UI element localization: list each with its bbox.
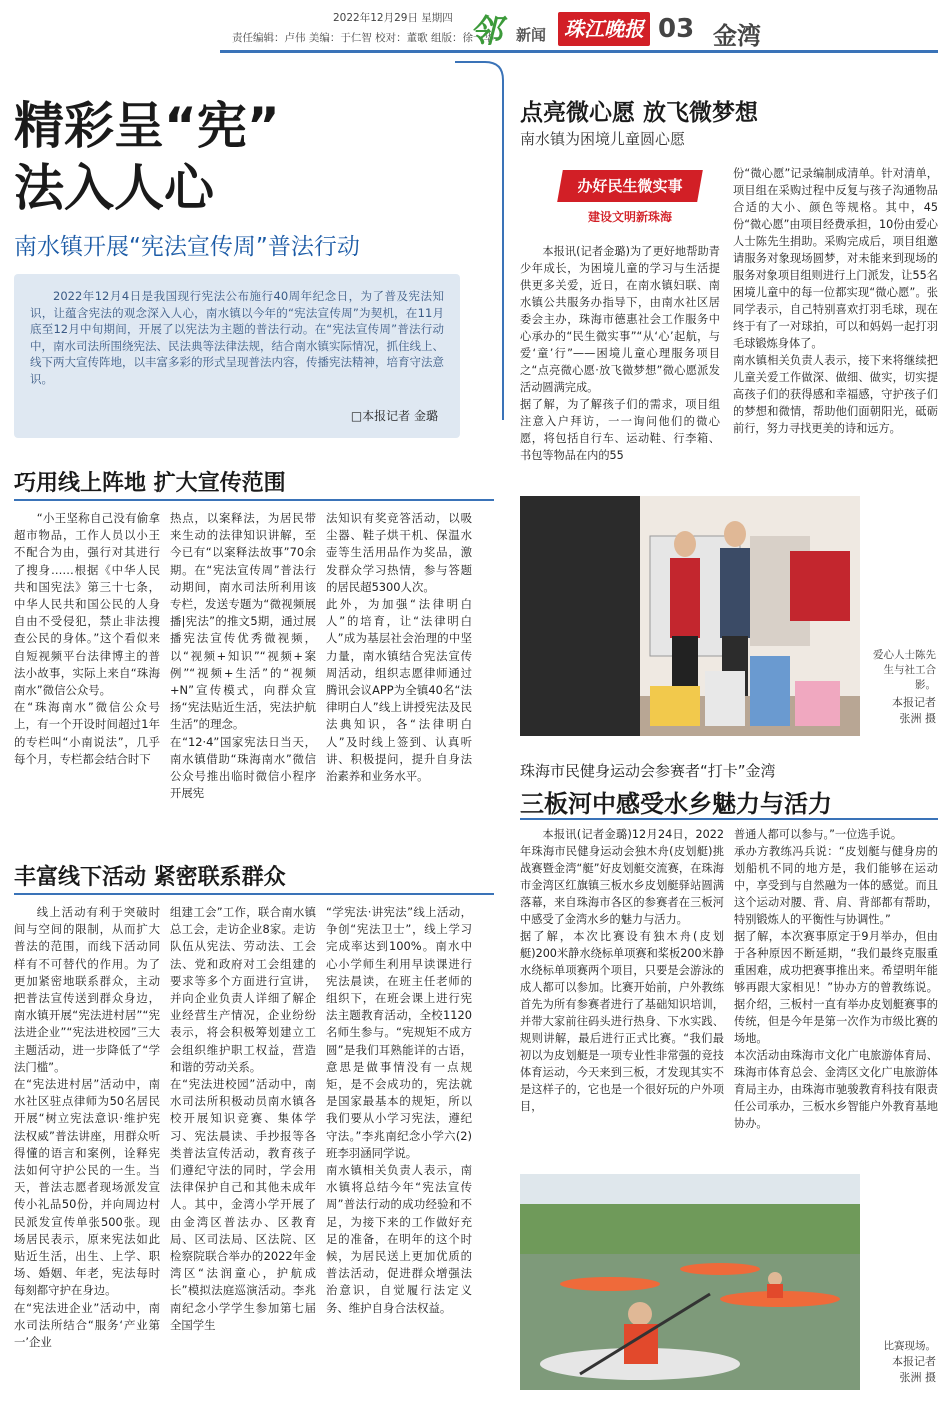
rt-title: 点亮微心愿 放飞微梦想 [520, 100, 759, 126]
section2-heading: 丰富线下活动 紧密联系群众 [14, 865, 286, 890]
rt-col2 [733, 165, 938, 490]
lead-subtitle: 南水镇开展“宪法宣传周”普法行动 [14, 234, 360, 260]
column-divider-line [455, 60, 525, 420]
header-rule [220, 50, 938, 53]
section1-col1-text: “小王坚称自己没有偷拿超市物品，工作人员以小王不配合为由，强行对其进行了搜身……根据《中华人民共和国宪法》第三十七条，中华人民共和国公民的人身自由不受侵犯，禁止非法搜查公民的身体。”这个看似来自短视频平台法律博主的普法小故事，实际上来自“珠海南水”微信公众号。 在“珠海南水”微信公众号上，有一个开设时间超过1年的专栏叫“小南说法”，几乎每个月，专栏都会结合时下 [14, 511, 160, 766]
rt-caption-credit1: 本报记者 [892, 696, 936, 709]
rb-title: 三板河中感受水乡魅力与活力 [520, 790, 832, 818]
section1-col3-text: 法知识有奖竞答活动，以吸尘器、鞋子烘干机、保温水壶等生活用品作为奖品，激发群众学习热情，参与答题的居民超5300人次。 此外，为加强“法律明白人”的培育，让“法律明白人”成为基层社会治理的中坚力量，南水镇结合宪法宣传周活动，组织志愿律师通过腾讯会议APP为全镇40名“法律明白人”线上讲授宪法及民法典知识，各“法律明白人”及时线上签到、认真听讲、积极提问，提升自身法治素养和业务水平。 [326, 511, 472, 784]
rt-photo [520, 496, 860, 736]
section1-heading: 巧用线上阵地 扩大宣传范围 [14, 471, 286, 496]
section2-col1 [14, 904, 160, 1390]
section2-col3-text: “学宪法·讲宪法”线上活动，争创“宪法卫士”，线上学习完成率达到100%。南水中心小学师生利用早读课进行宪法晨读，在班主任老师的组织下，在班会课上进行宪法主题教育活动，全校1120名师生参与。“宪规矩不成方圆”是我们耳熟能详的古语，意思是做事情没有一点规矩，是不会成功的，宪法就是国家最基本的规矩，所以我们要从小学习宪法，遵纪守法。”李兆南纪念小学六(2)班李羽涵同学说。 南水镇相关负责人表示，南水镇将总结今年“宪法宣传周”普法行动的成功经验和不足，为接下来的工作做好充足的准备，在明年的这个时候，为居民送上更加优质的普法活动，促进群众增强法治意识，自觉履行法定义务、维护自身合法权益。 [326, 905, 472, 1315]
page-number: 03 [658, 14, 695, 44]
rb-caption-credit2: 张洲 摄 [899, 1371, 936, 1384]
section2-col2-text: 组建工会”工作，联合南水镇总工会，走访企业8家。走访队伍从宪法、劳动法、工会法、党和政府对工会组建的要求等多个方面进行宣讲，并向企业负责人详细了解企业经营生产情况，企业纷纷表示，将会积极筹划建立工会组织维护职工权益，营造和谐的劳动关系。 在“宪法进校园”活动中，南水司法所积极动员南水镇各校开展知识竞赛、集体学习、宪法晨读、手抄报等各类普法宣传活动，教育孩子们遵纪守法的同时，学会用法律保护自己和其他未成年人。其中，金湾小学开展了由金湾区普法办、区教育局、区司法局、区法院、区检察院联合举办的2022年金湾区“法润童心，护航成长”模拟法庭巡演活动。李兆南纪念小学学生参加第七届全国学生 [170, 905, 316, 1332]
rt-col1 [520, 243, 720, 478]
rb-col2-text: 普通人都可以参与。”一位选手说。 承办方教练冯兵说：“皮划艇与健身房的划船机不同的地方是，我们能够在运动中，享受到与自然融为一体的感觉。而且这个运动对腰、背、肩、背部都有帮助，特别锻炼人的平衡性与协调性。” 据了解，本次赛事原定于9月举办，但由于各种原因不断延期，“我们最终克服重重困难，成功把赛事推出来。希望明年能够再跟大家相见！”协办方的曾教练说。据介绍，三板村一直有举办皮划艇赛事的传统，但是今年是第一次作为市级比赛的场地。 本次活动由珠海市文化广电旅游体育局、珠海市体育总会、金湾区文化广电旅游体育局主办，由珠海市驰骏教育科技有限责任公司承办，三板水乡智能户外教育基地协办。 [734, 828, 938, 1130]
rb-col1 [520, 826, 724, 1156]
rb-caption-text: 比赛现场。 [883, 1340, 936, 1352]
rb-col2 [734, 826, 938, 1156]
page-name: 金湾 [713, 22, 761, 50]
lead-title-line2: 法入人心 [14, 159, 214, 217]
rt-col2-text: 份“微心愿”记录编制成清单。针对清单，项目组在采购过程中反复与孩子沟通物品合适的大小、颜色等规格。其中，45份“微心愿”由项目经费承担，10份由爱心人士陈先生捐助。采购完成后，项目组邀请服务对象现场圆梦，对未能来到现场的服务对象项目组则进行上门派发，让55名困境儿童中的每一位都实现“微心愿”。张同学表示，自己特别喜欢打羽毛球，现在终于有了一对球拍，可以和妈妈一起打羽毛球锻炼身体了。 南水镇相关负责人表示，接下来将继续把儿童关爱工作做深、做细、做实，切实提高孩子们的获得感和幸福感，守护孩子们的梦想和微情，帮助他们面朝阳光，砥砺前行，努力寻找更美的诗和远方。 [733, 167, 938, 435]
rb-photo [520, 1174, 860, 1390]
section2-col2 [170, 904, 316, 1390]
logo-mark-text: 邻 [470, 12, 503, 50]
header-date: 2022年12月29日 星期四 [333, 12, 453, 24]
rb-photo-caption [870, 1338, 936, 1386]
rt-badge [560, 170, 700, 228]
section-label: 新闻 [516, 26, 547, 44]
lead-byline: □本报记者 金璐 [350, 409, 438, 423]
rb-rule [520, 818, 938, 820]
section2-col1-text: 线上活动有利于突破时间与空间的限制，从而扩大普法的范围，而线下活动同样有不可替代的作用。为了更加紧密地联系群众，主动把普法宣传送到群众身边，南水镇开展“宪法进村居”“宪法进企业”“宪法进校园”三大主题活动，进一步降低了“学法门槛”。 在“宪法进村居”活动中，南水社区驻点律师为50名居民开展“树立宪法意识·维护宪法权威”普法讲座，用群众听得懂的语言和案例，诠释宪法如何守护公民的一生。当天，普法志愿者现场派发宣传小礼品50份，并向周边村民派发宣传单张500张。现场居民表示，原来宪法如此贴近生活，出生、上学、职场、婚姻、年老，宪法每时每刻都守护在身边。 在“宪法进企业”活动中，南水司法所结合“服务‘产业第一’企业 [14, 905, 160, 1350]
rt-col1-text: 本报讯(记者金璐)为了更好地帮助青少年成长，为困境儿童的学习与生活提供更多关爱，近日，在南水镇妇联、南水镇公共服务办指导下，由南水社区居委会主办，珠海市德惠社会工作服务中心承办的“民生微实事”“从‘心’起航，与爱‘童’行”——困境儿童心理服务项目之“点亮微心愿·放飞微梦想”微心愿派发活动圆满完成。 据了解，为了解孩子们的需求，项目组注意入户拜访，一一询问他们的微心愿，将包括自行车、运动鞋、行李箱、书包等物品在内的55 [520, 245, 720, 462]
lead-title-line1: 精彩呈“宪” [14, 97, 280, 155]
rb-photo-illustration [520, 1174, 860, 1390]
paper-name: 珠江晚报 [564, 17, 644, 41]
lead-intro-box [14, 274, 460, 438]
rt-photo-caption [870, 648, 936, 727]
rb-kicker: 珠海市民健身运动会参赛者“打卡”金湾 [520, 762, 776, 780]
section1-col1 [14, 510, 160, 830]
rt-subtitle: 南水镇为困境儿童圆心愿 [520, 130, 686, 148]
rt-caption-credit2: 张洲 摄 [899, 712, 936, 725]
section2-rule [14, 893, 494, 895]
section2-col3 [326, 904, 472, 1390]
paper-name-box [558, 12, 650, 46]
rb-caption-credit1: 本报记者 [892, 1355, 936, 1368]
header-editors: 责任编辑：卢伟 美编：于仁智 校对：董歌 组版：徐一华 [232, 32, 495, 44]
lead-intro: 2022年12月4日是我国现行宪法公布施行40周年纪念日，为了普及宪法知识，让蕴含宪法的观念深入人心，南水镇以今年的“宪法宣传周”为契机，在11月底至12月中旬期间，开展了以宪法为主题的普法行动。在“宪法宣传周”普法行动中，南水司法所围绕宪法、民法典等法律法规，结合南水镇实际情况，抓住线上、线下两大宣传阵地，以丰富多彩的形式呈现普法内容，传播宪法精神，培育守法意识。 [30, 289, 444, 386]
rb-col1-text: 本报讯(记者金璐)12月24日，2022年珠海市民健身运动会独木舟(皮划艇)挑战赛暨金湾“艇”好皮划艇交流赛，在珠海市金湾区红旗镇三板水乡皮划艇驿站圆满落幕，来自珠海市各区的参赛者在三板河中感受了金湾水乡的魅力与活力。 据了解，本次比赛设有独木舟(皮划艇)200米静水绕标单项赛和桨板200米静水绕标单项赛两个项目，只要是会游泳的成人都可以参加。比赛开始前，户外教练首先为所有参赛者进行了基础知识培训，并带大家前往码头进行热身、下水实践、规则讲解，最后进行正式比赛。“我们最初以为皮划艇是一项专业性非常强的竞技体育运动，今天来到三板，才发现其实不是这样子的，它也是一个很好玩的户外项目， [520, 828, 724, 1113]
section1-col2 [170, 510, 316, 830]
section1-col2-text: 热点，以案释法，为居民带来生动的法律知识讲解，至今已有“以案释法故事”70余期。在“宪法宣传周”普法行动期间，南水司法所利用该专栏，发送专题为“微视频展播|宪法”的推文5期，通过展播宪法宣传优秀微视频，以“视频+知识”“视频+案例”“视频+生活”的“视频+N”宣传模式，向群众宣扬“宪法贴近生活，宪法护航生活”的理念。 在“12·4”国家宪法日当天，南水镇借助“珠海南水”微信公众号推出临时微信小程序开展宪 [170, 511, 316, 801]
rt-badge-sub: 建设文明新珠海 [587, 210, 672, 224]
section1-col3 [326, 510, 472, 830]
rt-badge-main: 办好民生微实事 [577, 177, 683, 195]
logo-mark [470, 12, 508, 50]
rt-caption-text: 爱心人士陈先生与社工合影。 [873, 649, 936, 691]
section1-rule [14, 499, 494, 501]
rt-photo-illustration [520, 496, 860, 736]
